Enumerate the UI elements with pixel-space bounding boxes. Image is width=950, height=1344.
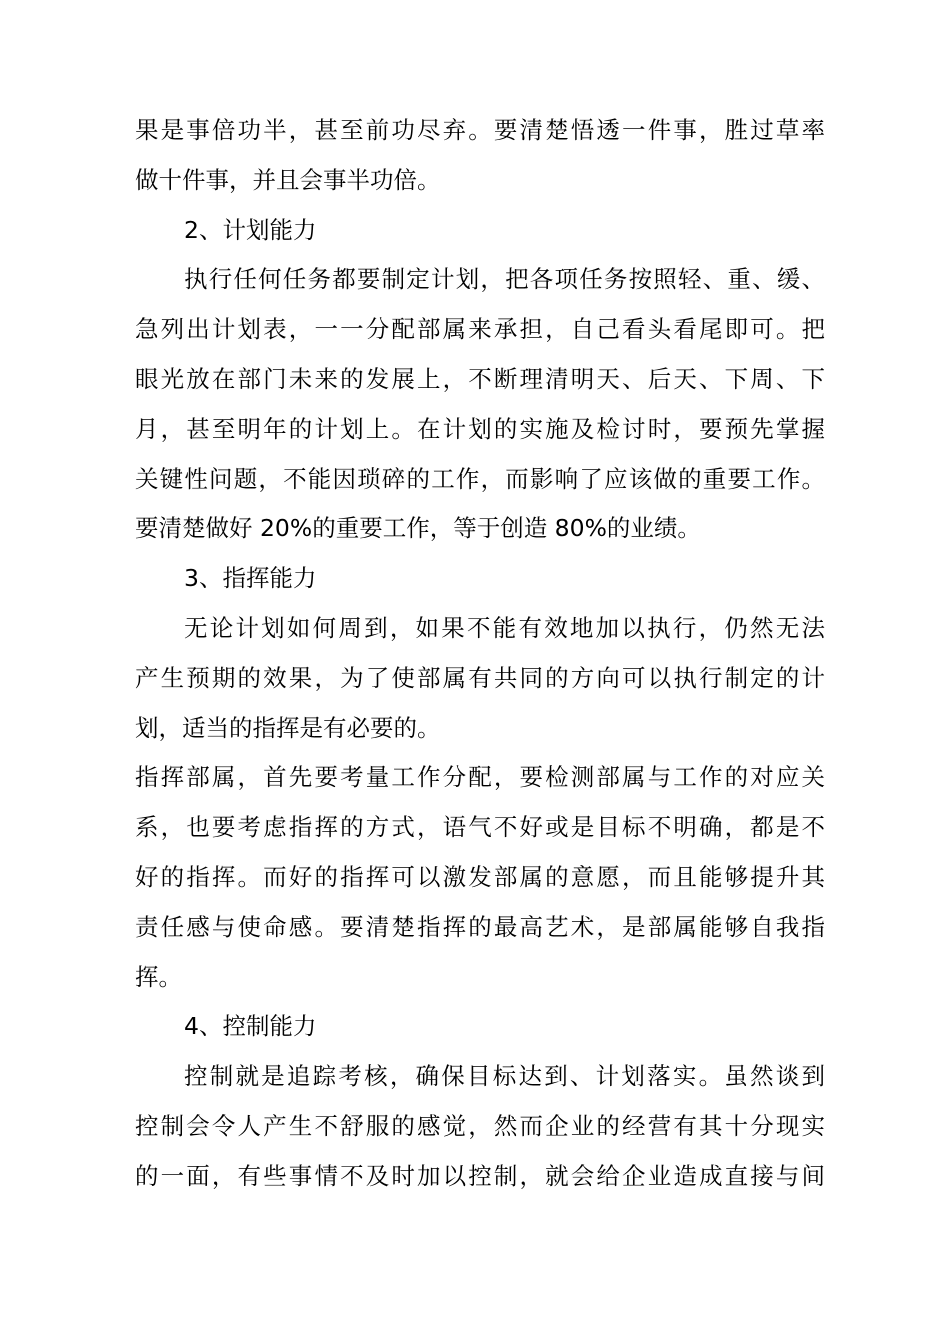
text-line: 要清楚做好 20%的重要工作，等于创造 80%的业绩。: [135, 514, 701, 543]
section-heading-planning: 2、计划能力: [184, 215, 317, 244]
text-line: 月，甚至明年的计划上。在计划的实施及检讨时，要预先掌握: [135, 414, 825, 443]
text-line: 好的指挥。而好的指挥可以激发部属的意愿，而且能够提升其: [135, 862, 825, 891]
section-heading-command: 3、指挥能力: [184, 564, 317, 593]
body-text: [135, 106, 825, 1202]
text-line: 划，适当的指挥是有必要的。: [135, 713, 441, 742]
text-line: 责任感与使命感。要清楚指挥的最高艺术，是部属能够自我指: [135, 912, 825, 941]
text-line: 指挥部属，首先要考量工作分配，要检测部属与工作的对应关: [135, 763, 825, 792]
text-line: 挥。: [135, 962, 182, 991]
text-line: 眼光放在部门未来的发展上，不断理清明天、后天、下周、下: [135, 364, 825, 393]
text-line: 系，也要考虑指挥的方式，语气不好或是目标不明确，都是不: [135, 813, 825, 842]
section-heading-control: 4、控制能力: [184, 1012, 317, 1041]
text-line: 控制会令人产生不舒服的感觉，然而企业的经营有其十分现实: [135, 1111, 825, 1140]
text-line: 执行任何任务都要制定计划，把各项任务按照轻、重、缓、: [184, 265, 825, 294]
text-line: 无论计划如何周到，如果不能有效地加以执行，仍然无法: [184, 613, 825, 642]
text-line: 做十件事，并且会事半功倍。: [135, 165, 441, 194]
text-line: 产生预期的效果，为了使部属有共同的方向可以执行制定的计: [135, 663, 825, 692]
text-line: 的一面，有些事情不及时加以控制，就会给企业造成直接与间: [135, 1161, 825, 1190]
text-line: 控制就是追踪考核，确保目标达到、计划落实。虽然谈到: [184, 1062, 825, 1091]
text-line: 急列出计划表，一一分配部属来承担，自己看头看尾即可。把: [135, 315, 825, 344]
text-line: 关键性问题，不能因琐碎的工作，而影响了应该做的重要工作。: [135, 464, 825, 493]
text-line: 果是事倍功半，甚至前功尽弃。要清楚悟透一件事，胜过草率: [135, 116, 825, 144]
